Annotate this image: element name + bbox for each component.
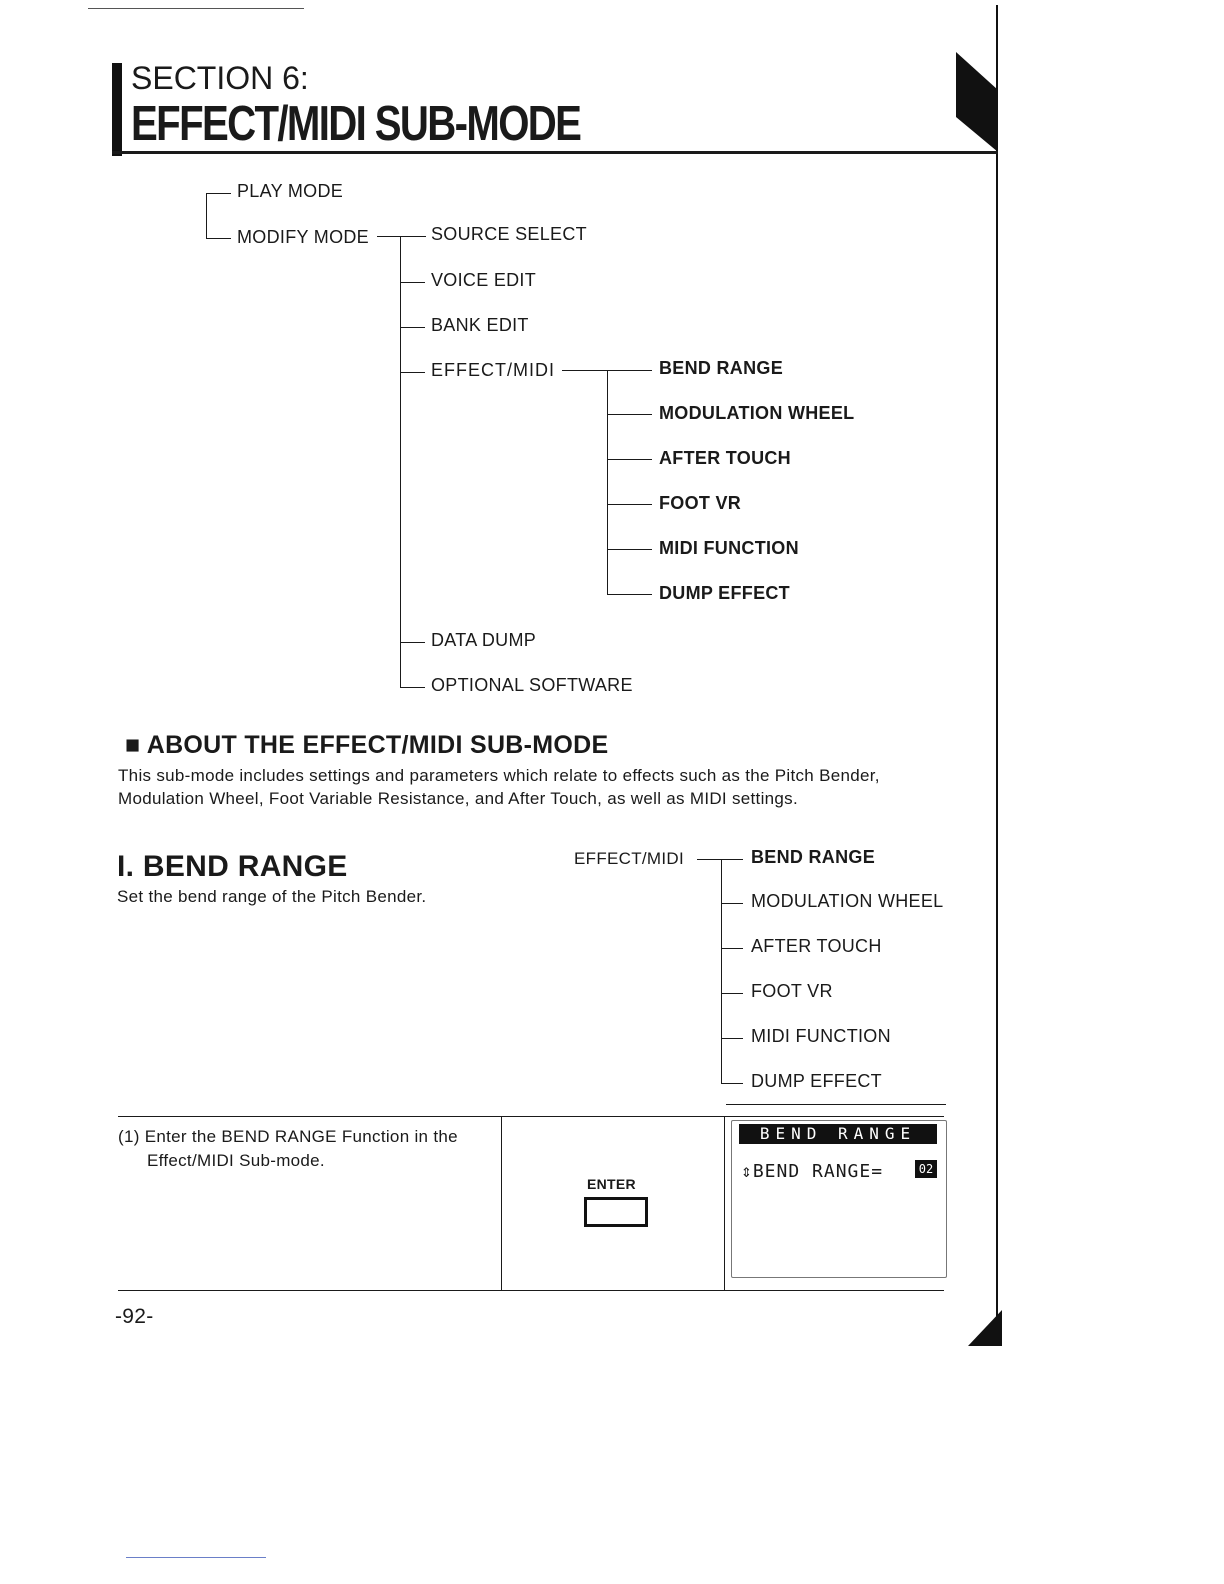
tree-node-effect-midi: EFFECT/MIDI	[574, 849, 685, 868]
tree-line	[400, 642, 425, 643]
tree-node-modify-mode: MODIFY MODE	[237, 227, 369, 247]
about-paragraph-line: Modulation Wheel, Foot Variable Resistance, and After Touch, as well as MIDI settings.	[118, 789, 798, 808]
tree-node-effect-midi: EFFECT/MIDI	[431, 360, 555, 380]
lcd-title: BEND RANGE	[759, 1124, 917, 1143]
tree-line	[607, 459, 652, 460]
table-divider	[501, 1116, 502, 1290]
header-side-bar	[112, 63, 122, 156]
tree-line	[206, 193, 231, 194]
tree-line	[607, 414, 652, 415]
top-rule	[88, 8, 304, 9]
tree-line	[400, 687, 425, 688]
tree-line	[400, 372, 425, 373]
right-margin-rule	[996, 5, 998, 1345]
table-top-rule	[118, 1116, 944, 1117]
tree-line	[377, 236, 426, 237]
tree-line	[607, 370, 608, 595]
tree-node-foot-vr: FOOT VR	[751, 981, 833, 1001]
tree-line	[721, 1083, 743, 1084]
tree-node-bend-range: BEND RANGE	[659, 358, 784, 378]
about-paragraph-line: This sub-mode includes settings and parameters which relate to effects such as the Pitch Bender,	[118, 766, 880, 785]
table-bottom-rule	[118, 1290, 944, 1291]
tree-node-foot-vr: FOOT VR	[659, 493, 742, 513]
tree-line	[400, 282, 425, 283]
tree-line	[721, 859, 722, 1084]
header-rule	[112, 151, 998, 154]
tree-node-optional-software: OPTIONAL SOFTWARE	[431, 675, 633, 695]
tree-node-dump-effect: DUMP EFFECT	[751, 1071, 882, 1091]
tree-node-bend-range: BEND RANGE	[751, 847, 876, 867]
tree-line	[400, 327, 425, 328]
bottom-rule	[126, 1557, 266, 1558]
lcd-parameter-line: ⇕BEND RANGE=	[741, 1161, 884, 1182]
tree-node-source-select: SOURCE SELECT	[431, 224, 587, 244]
lcd-value-cursor: 02	[915, 1160, 937, 1178]
tree-line	[206, 238, 231, 239]
tree-line	[607, 504, 652, 505]
tree-line	[697, 859, 743, 860]
tree-line	[206, 193, 207, 239]
page-title: EFFECT/MIDI SUB-MODE	[131, 97, 581, 151]
section-label: SECTION 6:	[131, 60, 309, 96]
step-instruction: (1) Enter the BEND RANGE Function in the	[118, 1127, 458, 1146]
tree-node-modulation-wheel: MODULATION WHEEL	[659, 403, 855, 423]
corner-tab-top	[956, 52, 998, 152]
tree-node-play-mode: PLAY MODE	[237, 181, 344, 201]
tree-node-midi-function: MIDI FUNCTION	[659, 538, 799, 558]
page-number: -92-	[115, 1305, 154, 1328]
bend-range-heading: I. BEND RANGE	[117, 850, 348, 883]
bend-range-description: Set the bend range of the Pitch Bender.	[117, 887, 427, 906]
tree-node-voice-edit: VOICE EDIT	[431, 270, 537, 290]
tree-node-midi-function: MIDI FUNCTION	[751, 1026, 891, 1046]
tree-line	[721, 1038, 743, 1039]
tree-line	[721, 993, 743, 994]
tree-node-modulation-wheel: MODULATION WHEEL	[751, 891, 944, 911]
enter-key-icon	[584, 1197, 648, 1227]
tree-line	[721, 948, 743, 949]
about-heading: ■ ABOUT THE EFFECT/MIDI SUB-MODE	[125, 731, 609, 759]
enter-key-label: ENTER	[587, 1176, 636, 1192]
table-divider	[724, 1116, 725, 1290]
tree-line	[721, 903, 743, 904]
tree-node-after-touch: AFTER TOUCH	[659, 448, 791, 468]
tree-node-bank-edit: BANK EDIT	[431, 315, 529, 335]
tree-node-dump-effect: DUMP EFFECT	[659, 583, 790, 603]
tree-line	[607, 594, 652, 595]
corner-tab-bottom	[968, 1310, 1002, 1346]
step-instruction: Effect/MIDI Sub-mode.	[147, 1151, 325, 1170]
table-top-rule	[726, 1104, 946, 1105]
tree-node-after-touch: AFTER TOUCH	[751, 936, 882, 956]
tree-line	[400, 236, 401, 687]
tree-node-data-dump: DATA DUMP	[431, 630, 537, 650]
tree-line	[607, 549, 652, 550]
